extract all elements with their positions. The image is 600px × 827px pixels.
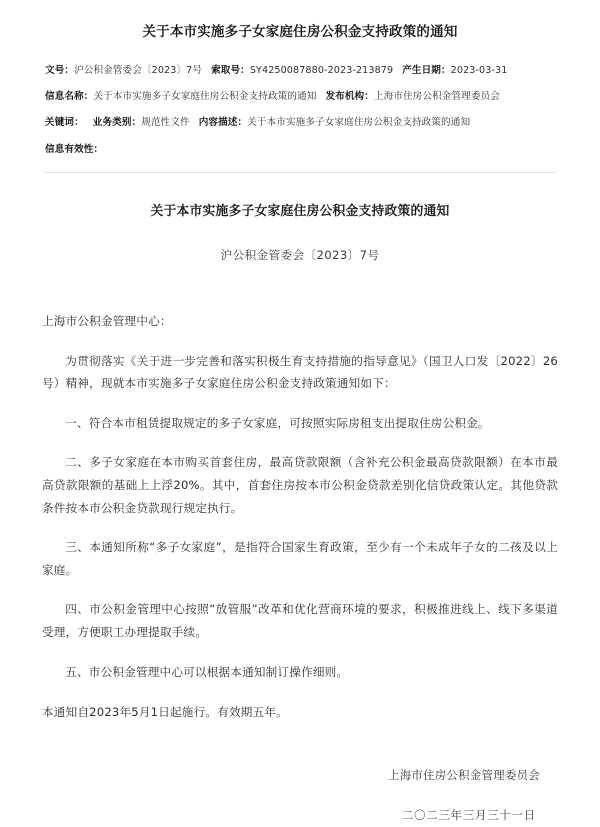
signature-block <box>42 765 558 827</box>
info-name-value: 关于本市实施多子女家庭住房公积金支持政策的通知 <box>93 91 317 103</box>
publisher-value: 上海市住房公积金管理委员会 <box>373 91 500 103</box>
validity-label: 信息有效性： <box>45 143 104 155</box>
description-value: 关于本市实施多子女家庭住房公积金支持政策的通知 <box>247 117 471 129</box>
salutation: 上海市公积金管理中心： <box>42 314 172 329</box>
metadata-list <box>45 58 555 162</box>
document-body <box>0 202 600 827</box>
description-label: 内容描述： <box>198 117 248 129</box>
index-label: 索取号： <box>211 65 250 77</box>
clause-4: 四、市公积金管理中心按照“放管服”改革和优化营商环境的要求，积极推进线上、线下多渠道受理，方便职工办理提取手续。 <box>42 602 558 640</box>
created-date-label: 产生日期： <box>402 65 451 77</box>
category-label: 业务类别： <box>92 117 142 129</box>
document-title: 关于本市实施多子女家庭住房公积金支持政策的通知 <box>150 203 450 219</box>
header-title: 关于本市实施多子女家庭住房公积金支持政策的通知 <box>142 24 458 40</box>
doc-number-value: 沪公积金管委会〔2023〕7号 <box>74 65 203 77</box>
keywords-label: 关键词： <box>45 117 84 129</box>
clause-2: 二、多子女家庭在本市购买首套住房，最高贷款限额（含补充公积金最高贷款限额）在本市最高贷款限额的基础上上浮20%。其中，首套住房按本市公积金贷款差别化信贷政策认定。其他贷款条件按本市公积金贷款现行规定执行。 <box>42 455 558 515</box>
document-header <box>0 0 600 173</box>
created-date-value: 2023-03-31 <box>450 65 508 77</box>
header-divider <box>45 172 555 173</box>
clause-3: 三、本通知所称“多子女家庭”，是指符合国家生育政策，至少有一个未成年子女的二孩及以上家庭。 <box>42 540 558 577</box>
metadata-row-keywords <box>45 110 555 136</box>
document-number: 沪公积金管委会〔2023〕7号 <box>220 248 380 263</box>
info-name-label: 信息名称： <box>45 91 94 103</box>
index-value: SY4250087880-2023-213879 <box>249 65 394 77</box>
metadata-row-doc-number <box>45 58 555 84</box>
category-value: 规范性文件 <box>141 117 190 129</box>
metadata-row-info-name <box>45 84 555 110</box>
preamble-paragraph: 为贯彻落实《关于进一步完善和落实积极生育支持措施的指导意见》（国卫人口发〔2022〕26号）精神，现就本市实施多子女家庭住房公积金支持政策通知如下： <box>42 353 558 391</box>
clause-5: 五、市公积金管理中心可以根据本通知制订操作细则。 <box>65 664 349 679</box>
signature-date: 二〇二三年三月三十一日 <box>401 808 536 823</box>
signature-organization: 上海市住房公积金管理委员会 <box>388 767 540 782</box>
doc-number-label: 文号： <box>45 65 75 77</box>
publisher-label: 发布机构： <box>325 91 374 103</box>
metadata-row-validity <box>45 137 555 163</box>
effective-date-note: 本通知自2023年5月1日起施行。有效期五年。 <box>42 705 288 720</box>
clause-1: 一、符合本市租赁提取规定的多子女家庭，可按照实际房租支出提取住房公积金。 <box>65 415 490 430</box>
